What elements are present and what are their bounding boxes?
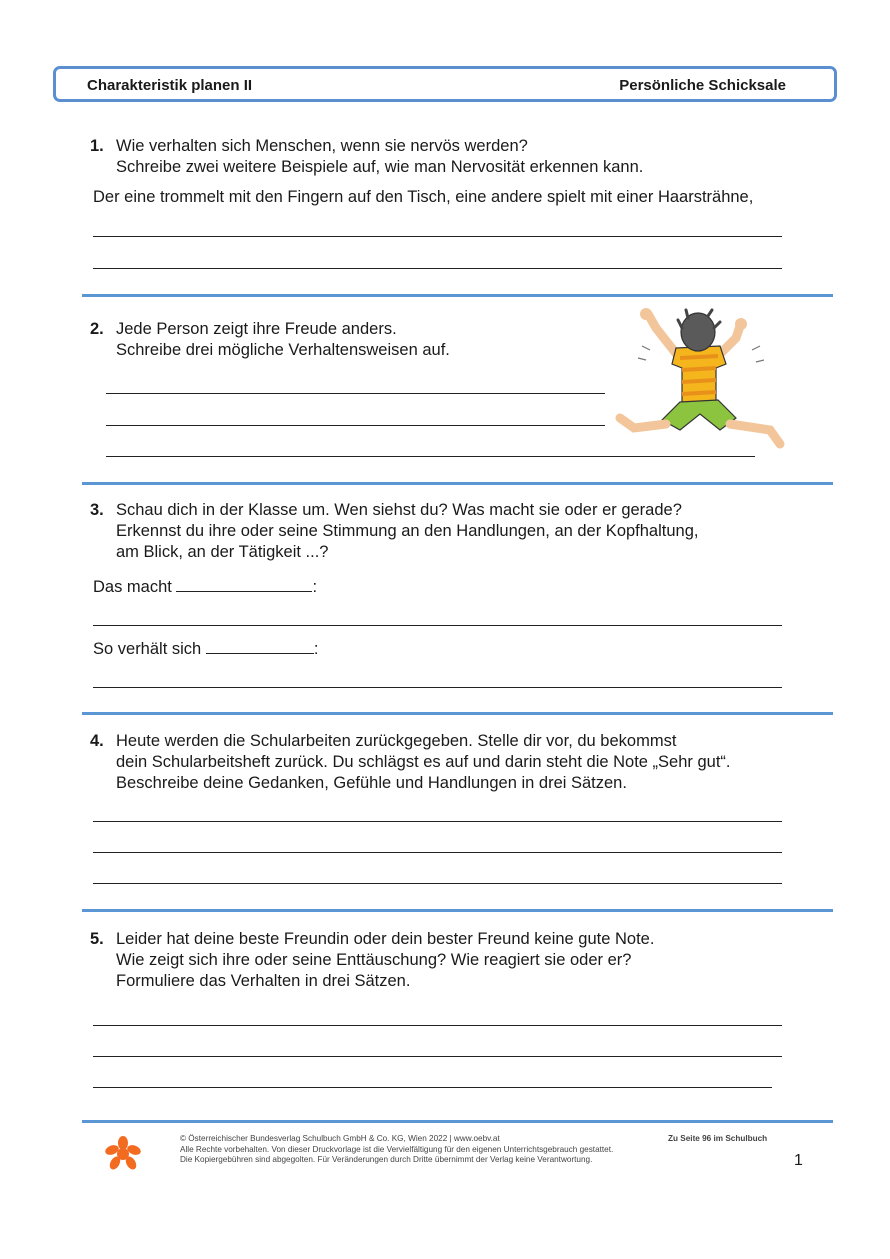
section-divider	[82, 1120, 833, 1123]
task-text-line: am Blick, an der Tätigkeit ...?	[116, 543, 329, 561]
task-text-line: Heute werden die Schularbeiten zurückgegeben. Stelle dir vor, du bekommst	[116, 732, 677, 750]
prompt-colon: :	[312, 578, 318, 596]
task-text-line: Beschreibe deine Gedanken, Gefühle und Handlungen in drei Sätzen.	[116, 774, 627, 792]
task-text-line: Schreibe drei mögliche Verhaltensweisen auf.	[116, 341, 450, 359]
prompt-das-macht	[93, 577, 317, 597]
writing-line[interactable]	[93, 852, 782, 853]
page-number: 1	[794, 1152, 803, 1169]
section-divider	[82, 294, 833, 297]
writing-line[interactable]	[106, 393, 605, 394]
task-text-line: Schau dich in der Klasse um. Wen siehst du? Was macht sie oder er gerade?	[116, 501, 682, 519]
task-number: 2.	[90, 320, 104, 338]
writing-line[interactable]	[93, 821, 782, 822]
prompt-colon: :	[313, 640, 319, 658]
prompt-so-verhaelt-sich	[93, 639, 318, 659]
section-divider	[82, 909, 833, 912]
jumping-child-illustration	[612, 306, 792, 454]
task-text-line: Formuliere das Verhalten in drei Sätzen.	[116, 972, 411, 990]
task-text-line: Leider hat deine beste Freundin oder dein bester Freund keine gute Note.	[116, 930, 655, 948]
writing-line[interactable]	[93, 268, 782, 269]
writing-line[interactable]	[93, 236, 782, 237]
writing-line[interactable]	[93, 883, 782, 884]
task-text-line: dein Schularbeitsheft zurück. Du schlägst es auf und darin steht die Note „Sehr gut“.	[116, 753, 731, 771]
writing-line[interactable]	[93, 1025, 782, 1026]
task-number: 4.	[90, 732, 104, 750]
task-number: 3.	[90, 501, 104, 519]
section-divider	[82, 482, 833, 485]
worksheet-title: Charakteristik planen II	[87, 77, 253, 94]
oebv-star-logo-icon	[104, 1136, 142, 1172]
copyright-notice	[180, 1134, 613, 1166]
task-number: 5.	[90, 930, 104, 948]
header-box	[53, 66, 837, 102]
task-number: 1.	[90, 137, 104, 155]
prompt-label: Das macht	[93, 578, 172, 596]
name-blank[interactable]	[206, 639, 314, 654]
section-divider	[82, 712, 833, 715]
prompt-label: So verhält sich	[93, 640, 202, 658]
footer-line: Die Kopiergebühren sind abgegolten. Für Veränderungen durch Dritte übernimmt der Verlag keine Verantwortung.	[180, 1155, 593, 1164]
task-text-line: Erkennst du ihre oder seine Stimmung an den Handlungen, an der Kopfhaltung,	[116, 522, 699, 540]
worksheet-topic: Persönliche Schicksale	[619, 77, 786, 94]
task-text-line: Schreibe zwei weitere Beispiele auf, wie man Nervosität erkennen kann.	[116, 158, 644, 176]
task-text-line: Wie verhalten sich Menschen, wenn sie nervös werden?	[116, 137, 528, 155]
writing-line[interactable]	[93, 1056, 782, 1057]
textbook-reference: Zu Seite 96 im Schulbuch	[668, 1134, 768, 1143]
example-answer: Der eine trommelt mit den Fingern auf den Tisch, eine andere spielt mit einer Haarsträhne,	[93, 188, 754, 206]
task-text-line: Jede Person zeigt ihre Freude anders.	[116, 320, 397, 338]
footer-line: © Österreichischer Bundesverlag Schulbuch GmbH & Co. KG, Wien 2022 | www.oebv.at	[180, 1134, 500, 1143]
writing-line[interactable]	[106, 425, 605, 426]
footer-line: Alle Rechte vorbehalten. Von dieser Druckvorlage ist die Vervielfältigung für den eigenen Unterrichtsgebrauch gestattet.	[180, 1144, 614, 1154]
writing-line[interactable]	[93, 1087, 772, 1088]
task-text-line: Wie zeigt sich ihre oder seine Enttäuschung? Wie reagiert sie oder er?	[116, 951, 632, 969]
writing-line[interactable]	[93, 687, 782, 688]
name-blank[interactable]	[176, 577, 312, 592]
writing-line[interactable]	[106, 456, 755, 457]
writing-line[interactable]	[93, 625, 782, 626]
